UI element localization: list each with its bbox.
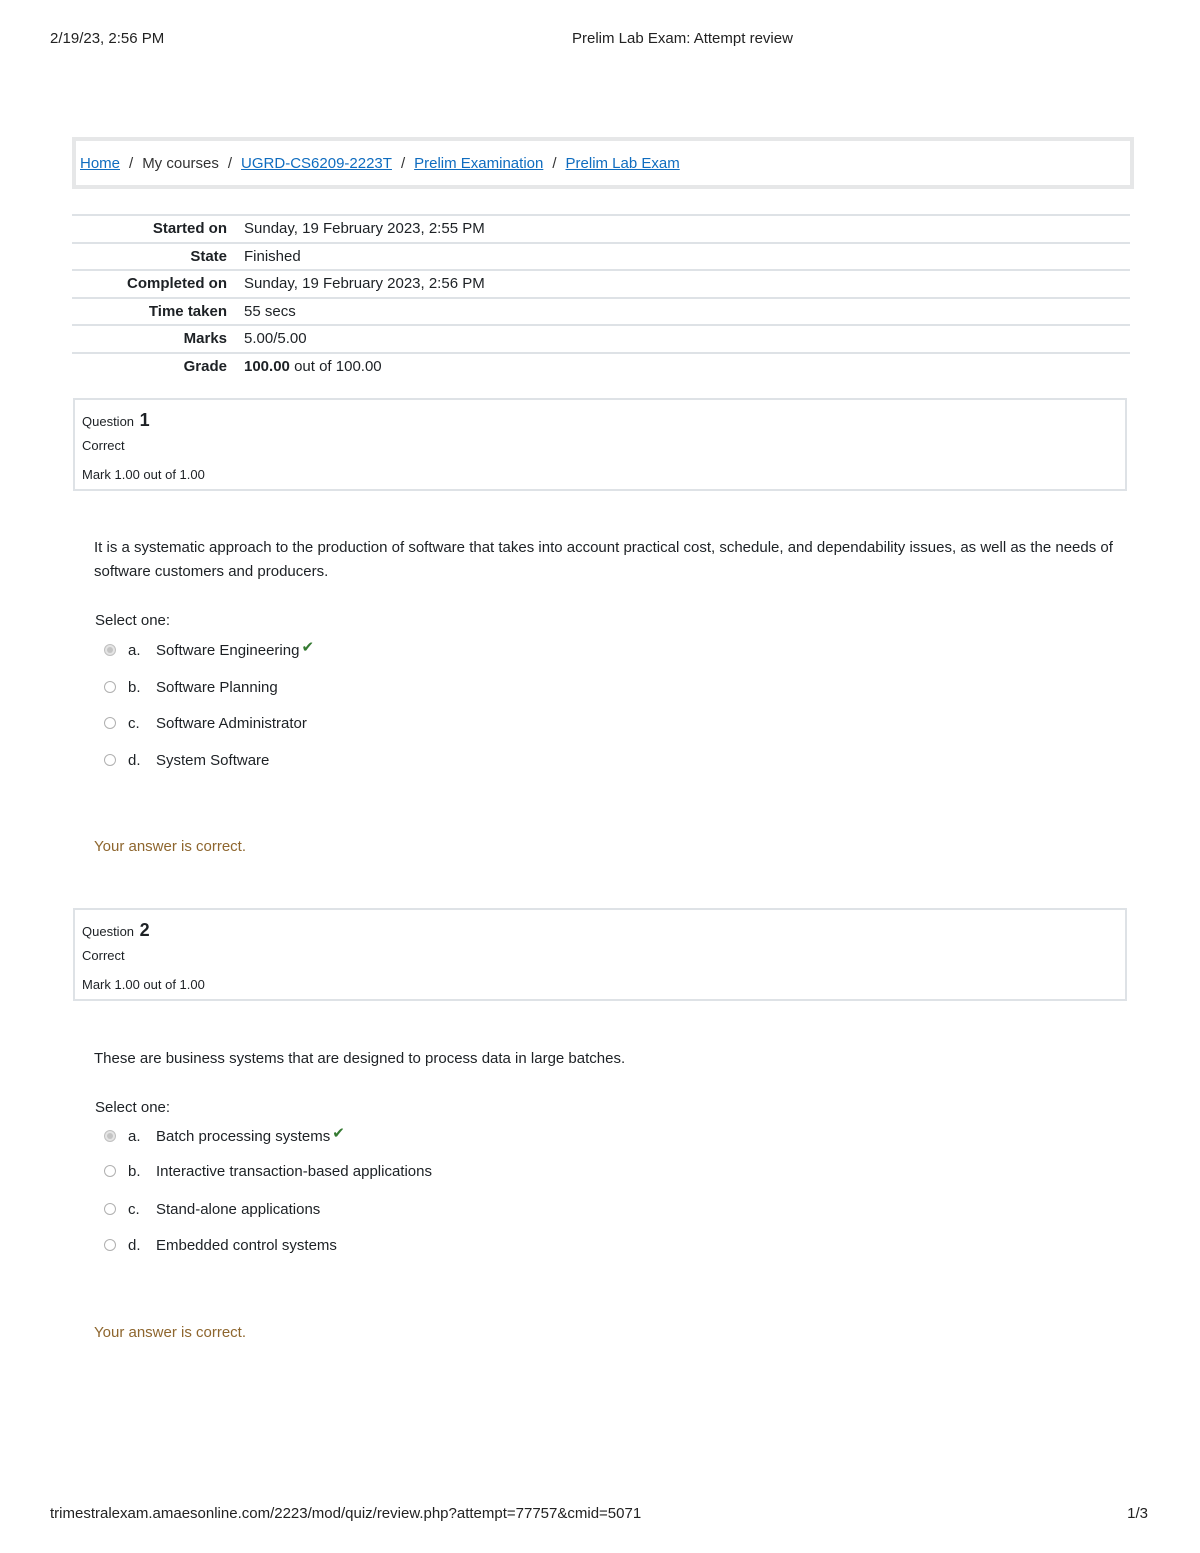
breadcrumb-course[interactable]: UGRD-CS6209-2223T: [241, 154, 392, 172]
summary-row-started: [72, 215, 1130, 243]
correct-check-icon: ✔: [332, 1125, 345, 1142]
option-letter: b.: [128, 678, 141, 696]
answer-option[interactable]: [104, 749, 269, 771]
summary-label: Grade: [72, 353, 244, 381]
summary-row-marks: [72, 325, 1130, 353]
answer-option[interactable]: [104, 639, 314, 661]
answer-option[interactable]: [104, 676, 278, 698]
option-label: Software Administrator: [156, 714, 307, 732]
summary-label: Completed on: [72, 270, 244, 298]
option-letter: c.: [128, 714, 140, 732]
summary-value: 55 secs: [244, 298, 1130, 326]
option-label: Batch processing systems: [156, 1127, 331, 1145]
option-label: Interactive transaction-based applications: [156, 1162, 432, 1180]
summary-label: Started on: [72, 215, 244, 243]
select-prompt: Select one:: [95, 612, 171, 629]
option-letter: d.: [128, 1236, 141, 1254]
print-footer: [50, 1505, 1148, 1525]
breadcrumb-section[interactable]: Prelim Examination: [414, 154, 544, 172]
summary-value: [244, 353, 1130, 381]
radio-button[interactable]: [104, 681, 116, 693]
option-letter: a.: [128, 641, 141, 659]
summary-value: Sunday, 19 February 2023, 2:56 PM: [244, 270, 1130, 298]
radio-button[interactable]: [104, 1165, 116, 1177]
summary-label: Time taken: [72, 298, 244, 326]
breadcrumb-separator: /: [552, 154, 557, 172]
radio-button[interactable]: [104, 1130, 116, 1142]
option-label: Stand-alone applications: [156, 1200, 321, 1218]
radio-button[interactable]: [104, 644, 116, 656]
print-title: Prelim Lab Exam: Attempt review: [572, 30, 793, 47]
select-prompt: Select one:: [95, 1099, 171, 1116]
page-number: 1/3: [1127, 1505, 1148, 1522]
answer-feedback: Your answer is correct.: [94, 1324, 247, 1341]
summary-label: State: [72, 243, 244, 271]
grade-value: 100.00: [244, 358, 290, 376]
question-text: These are business systems that are designed to process data in large batches.: [94, 1050, 626, 1067]
grade-suffix: out of 100.00: [294, 358, 382, 376]
breadcrumb-separator: /: [227, 154, 233, 172]
summary-value: Sunday, 19 February 2023, 2:55 PM: [244, 215, 1130, 243]
summary-value: Finished: [244, 243, 1130, 271]
option-label: System Software: [156, 751, 270, 769]
radio-button[interactable]: [104, 754, 116, 766]
summary-row-completed: [72, 270, 1130, 298]
answer-option[interactable]: [104, 1125, 345, 1147]
correct-check-icon: ✔: [301, 639, 315, 656]
print-date: 2/19/23, 2:56 PM: [50, 30, 165, 47]
question-mark: Mark 1.00 out of 1.00: [82, 467, 205, 482]
option-label: Software Engineering: [156, 641, 300, 659]
summary-value: 5.00/5.00: [244, 325, 1130, 353]
summary-row-state: [72, 243, 1130, 271]
question-number: Question 2: [82, 920, 150, 940]
breadcrumb-home[interactable]: Home: [80, 154, 121, 172]
breadcrumb-my-courses: My courses: [142, 154, 219, 172]
question-info-box: [73, 908, 1127, 1001]
answer-option[interactable]: [104, 1234, 337, 1256]
print-header: [50, 30, 1150, 50]
breadcrumb-separator: /: [400, 154, 406, 172]
option-letter: b.: [128, 1162, 141, 1180]
option-letter: d.: [128, 751, 141, 769]
answer-feedback: Your answer is correct.: [94, 838, 247, 855]
answer-option[interactable]: [104, 1198, 320, 1220]
print-url: trimestralexam.amaesonline.com/2223/mod/quiz/review.php?attempt=77757&cmid=5071: [50, 1505, 642, 1522]
breadcrumb-separator: /: [129, 154, 134, 172]
option-label: Software Planning: [156, 678, 278, 696]
question-state: Correct: [82, 438, 125, 453]
summary-row-time-taken: [72, 298, 1130, 326]
attempt-summary-table: [72, 214, 1130, 380]
answer-option[interactable]: [104, 712, 307, 734]
question-mark: Mark 1.00 out of 1.00: [82, 977, 205, 992]
option-label: Embedded control systems: [156, 1236, 337, 1254]
radio-button[interactable]: [104, 717, 116, 729]
breadcrumb-quiz[interactable]: Prelim Lab Exam: [565, 154, 680, 172]
summary-label: Marks: [72, 325, 244, 353]
question-state: Correct: [82, 948, 125, 963]
option-letter: c.: [128, 1200, 140, 1218]
question-info-box: [73, 398, 1127, 491]
radio-button[interactable]: [104, 1203, 116, 1215]
summary-row-grade: [72, 353, 1130, 381]
option-letter: a.: [128, 1127, 141, 1145]
question-number: Question 1: [82, 410, 150, 430]
question-text: It is a systematic approach to the production of software that takes into account practical cost, schedule, and dependability issues, as well as the needs of software customers and producers.: [94, 539, 1113, 580]
radio-button[interactable]: [104, 1239, 116, 1251]
answer-option[interactable]: [104, 1160, 432, 1182]
breadcrumb: [72, 137, 1134, 189]
